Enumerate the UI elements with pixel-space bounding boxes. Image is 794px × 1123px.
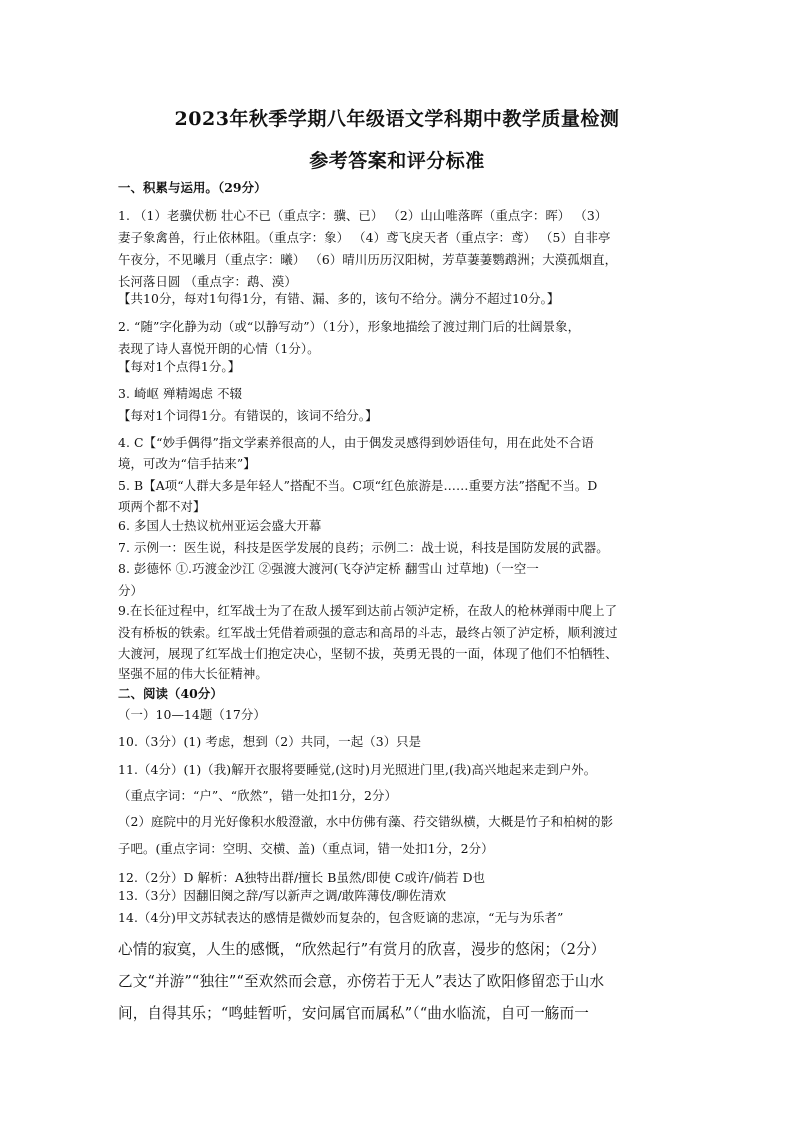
- text-line: 13.（3分）因翻旧阕之辞/写以新声之调/敢阵薄伎/聊佐清欢: [118, 888, 447, 903]
- text-line: 5. B【A项“人群大多是年轻人”搭配不当。C项“红色旅游是……重要方法”搭配不当。D: [118, 478, 598, 493]
- text-line: 没有桥板的铁索。红军战士凭借着顽强的意志和高昂的斗志，最终占领了泸定桥，顺利渡过: [118, 625, 618, 640]
- text-line: （2）庭院中的月光好像积水般澄澈，水中仿佛有藻、荇交错纵横，大概是竹子和柏树的影: [118, 814, 614, 829]
- text-line: 【每对1个词得1分。有错误的，该词不给分。】: [118, 408, 378, 423]
- text-line: 【共10分，每对1句得1分，有错、漏、多的，该句不给分。满分不超过10分。】: [118, 291, 560, 306]
- text-line: 8. 彭德怀 ①.巧渡金沙江 ②强渡大渡河(飞夺泸定桥 翻雪山 过草地)（一空一: [118, 561, 539, 576]
- text-line: 长河落日圆 （重点字：鹉、漠）: [118, 274, 297, 289]
- text-line: 【每对1个点得1分。】: [118, 359, 241, 374]
- text-line: 表现了诗人喜悦开朗的心情（1分）。: [118, 341, 320, 356]
- text-line: 心情的寂寞，人生的感慨，“欣然起行”有赏月的欣喜，漫步的悠闲；（2分）: [118, 941, 606, 958]
- text-line: 大渡河，展现了红军战士们抱定决心，坚韧不拔，英勇无畏的一面，体现了他们不怕牺牲、: [118, 646, 618, 661]
- section-heading-1: 一、积累与运用。（29分）: [118, 180, 267, 195]
- text-line: 午夜分，不见曦月（重点字：曦） （6）晴川历历汉阳树，芳草萋萋鹦鹉洲；大漠孤烟直，: [118, 252, 618, 267]
- text-line: 坚强不屈的伟大长征精神。: [118, 666, 268, 681]
- text-line: 子吧。(重点字词：空明、交横、盖)（重点词，错一处扣1分，2分）: [118, 841, 494, 856]
- text-line: 9.在长征过程中，红军战士为了在敌人援军到达前占领泸定桥，在敌人的枪林弹雨中爬上了: [118, 603, 618, 618]
- text-line: 乙文“并游”“独往”“至欢然而会意，亦傍若于无人”表达了欧阳修留恋于山水: [118, 973, 605, 990]
- text-line: 11.（4分）(1)（我)解开衣服将要睡觉,(这时)月光照进门里,(我)高兴地起来走到户外。: [118, 762, 597, 777]
- text-line: 14.（4分)甲文苏轼表达的感情是微妙而复杂的，包含贬谪的悲凉，“无与为乐者”: [118, 910, 564, 925]
- text-line: 项两个都不对】: [118, 499, 206, 514]
- text-line: （一）10—14题（17分）: [118, 707, 266, 722]
- text-line: 6. 多国人士热议杭州亚运会盛大开幕: [118, 518, 322, 533]
- text-line: 2. “随”字化静为动（或“以静写动”）（1分），形象地描绘了渡过荆门后的壮阔景象，: [118, 319, 581, 334]
- page-title: 2023年秋季学期八年级语文学科期中教学质量检测: [174, 108, 620, 130]
- text-line: 4. C【“妙手偶得”指文学素养很高的人，由于偶发灵感得到妙语佳句，用在此处不合语: [118, 435, 594, 450]
- text-line: 妻子象禽兽，行止依林阻。（重点字：象） （4）鸢飞戾天者（重点字：鸢） （5）自非亭: [118, 230, 611, 245]
- section-heading-2: 二、阅读（40分）: [118, 686, 223, 701]
- text-line: 3. 崎岖 殚精竭虑 不辍: [118, 386, 243, 401]
- text-line: 境，可改为“信手拈来”】: [118, 456, 256, 471]
- text-line: 分）: [118, 583, 143, 598]
- text-line: 10.（3分）(1) 考虑，想到（2）共同，一起（3）只是: [118, 734, 422, 749]
- text-line: 7. 示例一：医生说，科技是医学发展的良药；示例二：战士说，科技是国防发展的武器。: [118, 540, 609, 555]
- text-line: 1. （1）老骥伏枥 壮心不已（重点字：骥、已） （2）山山唯落晖（重点字：晖） （3）: [118, 208, 608, 223]
- text-line: 12.（2分）D 解析：A独特出群/擅长 B虽然/即使 C或许/倘若 D也: [118, 870, 486, 885]
- text-line: 间，自得其乐；“鸣蛙暂听，安问属官而属私”（“曲水临流，自可一觞而一: [118, 1005, 589, 1022]
- page-subtitle: 参考答案和评分标准: [309, 150, 485, 172]
- text-line: （重点字词：“户”、“欣然”，错一处扣1分，2分）: [118, 788, 398, 803]
